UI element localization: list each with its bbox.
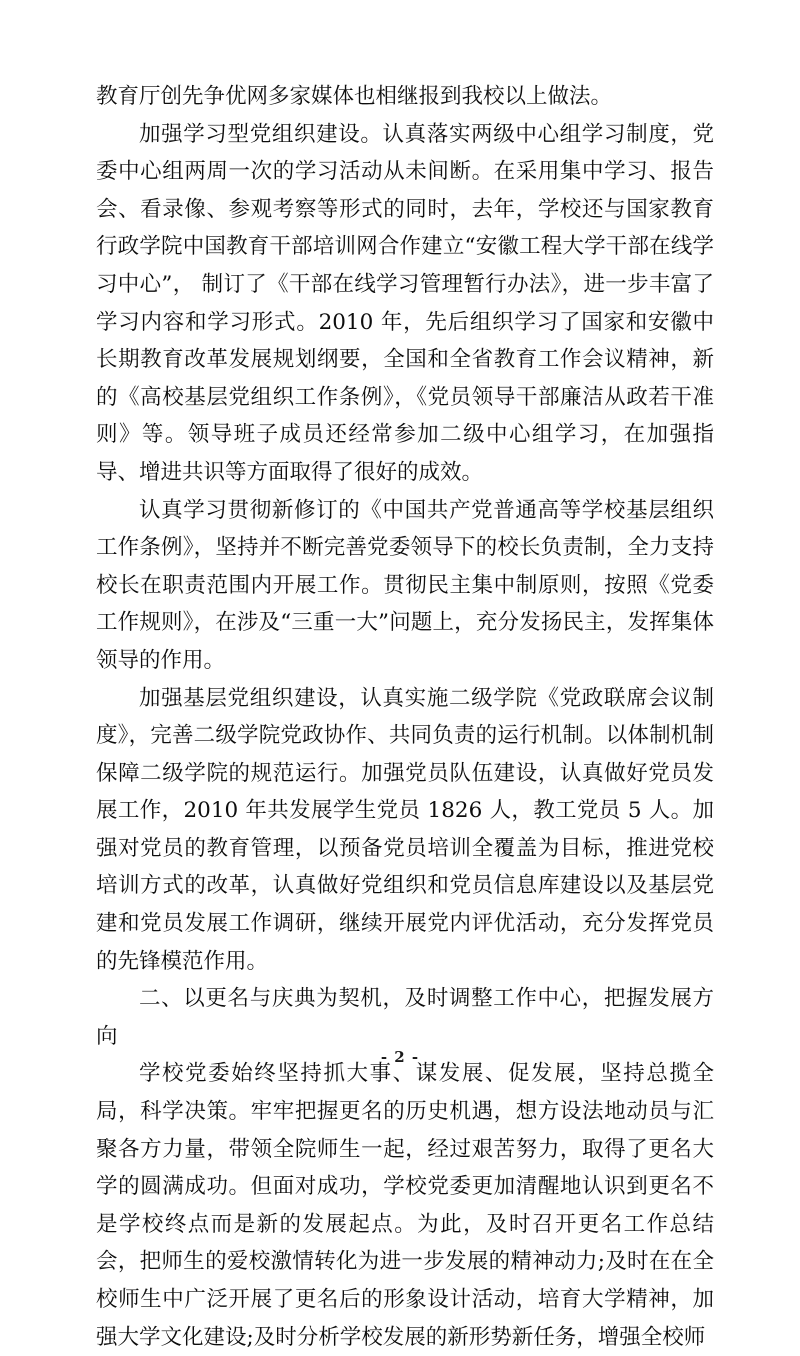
document-text-body — [96, 78, 714, 1356]
paragraph-3: 认真学习贯彻新修订的《中国共产党普通高等学校基层组织工作条例》，坚持并不断完善党委领导下的校长负责制，全力支持校长在职责范围内开展工作。贯彻民主集中制原则，按照《党委工作规则》，在涉及“三重一大”问题上，充分发扬民主，发挥集体领导的作用。 — [96, 497, 714, 673]
paragraph-1: 教育厅创先争优网多家媒体也相继报到我校以上做法。 — [96, 84, 613, 109]
paragraph-6: 学校党委始终坚持抓大事、谋发展、促发展，坚持总揽全局，科学决策。牢牢把握更名的历史机遇，想方设法地动员与汇聚各方力量，带领全院师生一起，经过艰苦努力，取得了更名大学的圆满成功。但面对成功，学校党委更加清醒地认识到更名不是学校终点而是新的发展起点。为此，及时召开更名工作总结会，把师生的爱校激情转化为进一步发展的精神动力;及时在在全校师生中广泛开展了更名后的形象设计活动，培育大学精神，加强大学文化建设;及时分析学校发展的新形势新任务，增强全校师 — [96, 1061, 714, 1350]
paragraph-4: 加强基层党组织建设，认真实施二级学院《党政联席会议制度》，完善二级学院党政协作、共同负责的运行机制。以体制机制保障二级学院的规范运行。加强党员队伍建设，认真做好党员发展工作，2010 年共发展学生党员 1826 人，教工党员 5 人。加强对党员的教育管理，以预备党员培训全覆盖为目标，推进党校培训方式的改革，认真做好党组织和党员信息库建设以及基层党建和党员发展工作调研，继续开展党内评优活动，充分发挥党员的先锋模范作用。 — [96, 685, 714, 974]
paragraph-2: 加强学习型党组织建设。认真落实两级中心组学习制度，党委中心组两周一次的学习活动从未间断。在采用集中学习、报告会、看录像、参观考察等形式的同时，去年，学校还与国家教育行政学院中国教育干部培训网合作建立“安徽工程大学干部在线学习中心”， 制订了《干部在线学习管理暂行办法》，进一步丰富了学习内容和学习形式。2010 年，先后组织学习了国家和安徽中长期教育改革发展规划纲要，全国和全省教育工作会议精神，新的《高校基层党组织工作条例》，《党员领导干部廉洁从政若干准则》等。领导班子成员还经常参加二级中心组学习，在加强指导、增进共识等方面取得了很好的成效。 — [96, 121, 714, 485]
page-number: - 2 - — [380, 1048, 420, 1066]
paragraph-5-section-heading: 二、以更名与庆典为契机，及时调整工作中心，把握发展方向 — [96, 986, 714, 1049]
